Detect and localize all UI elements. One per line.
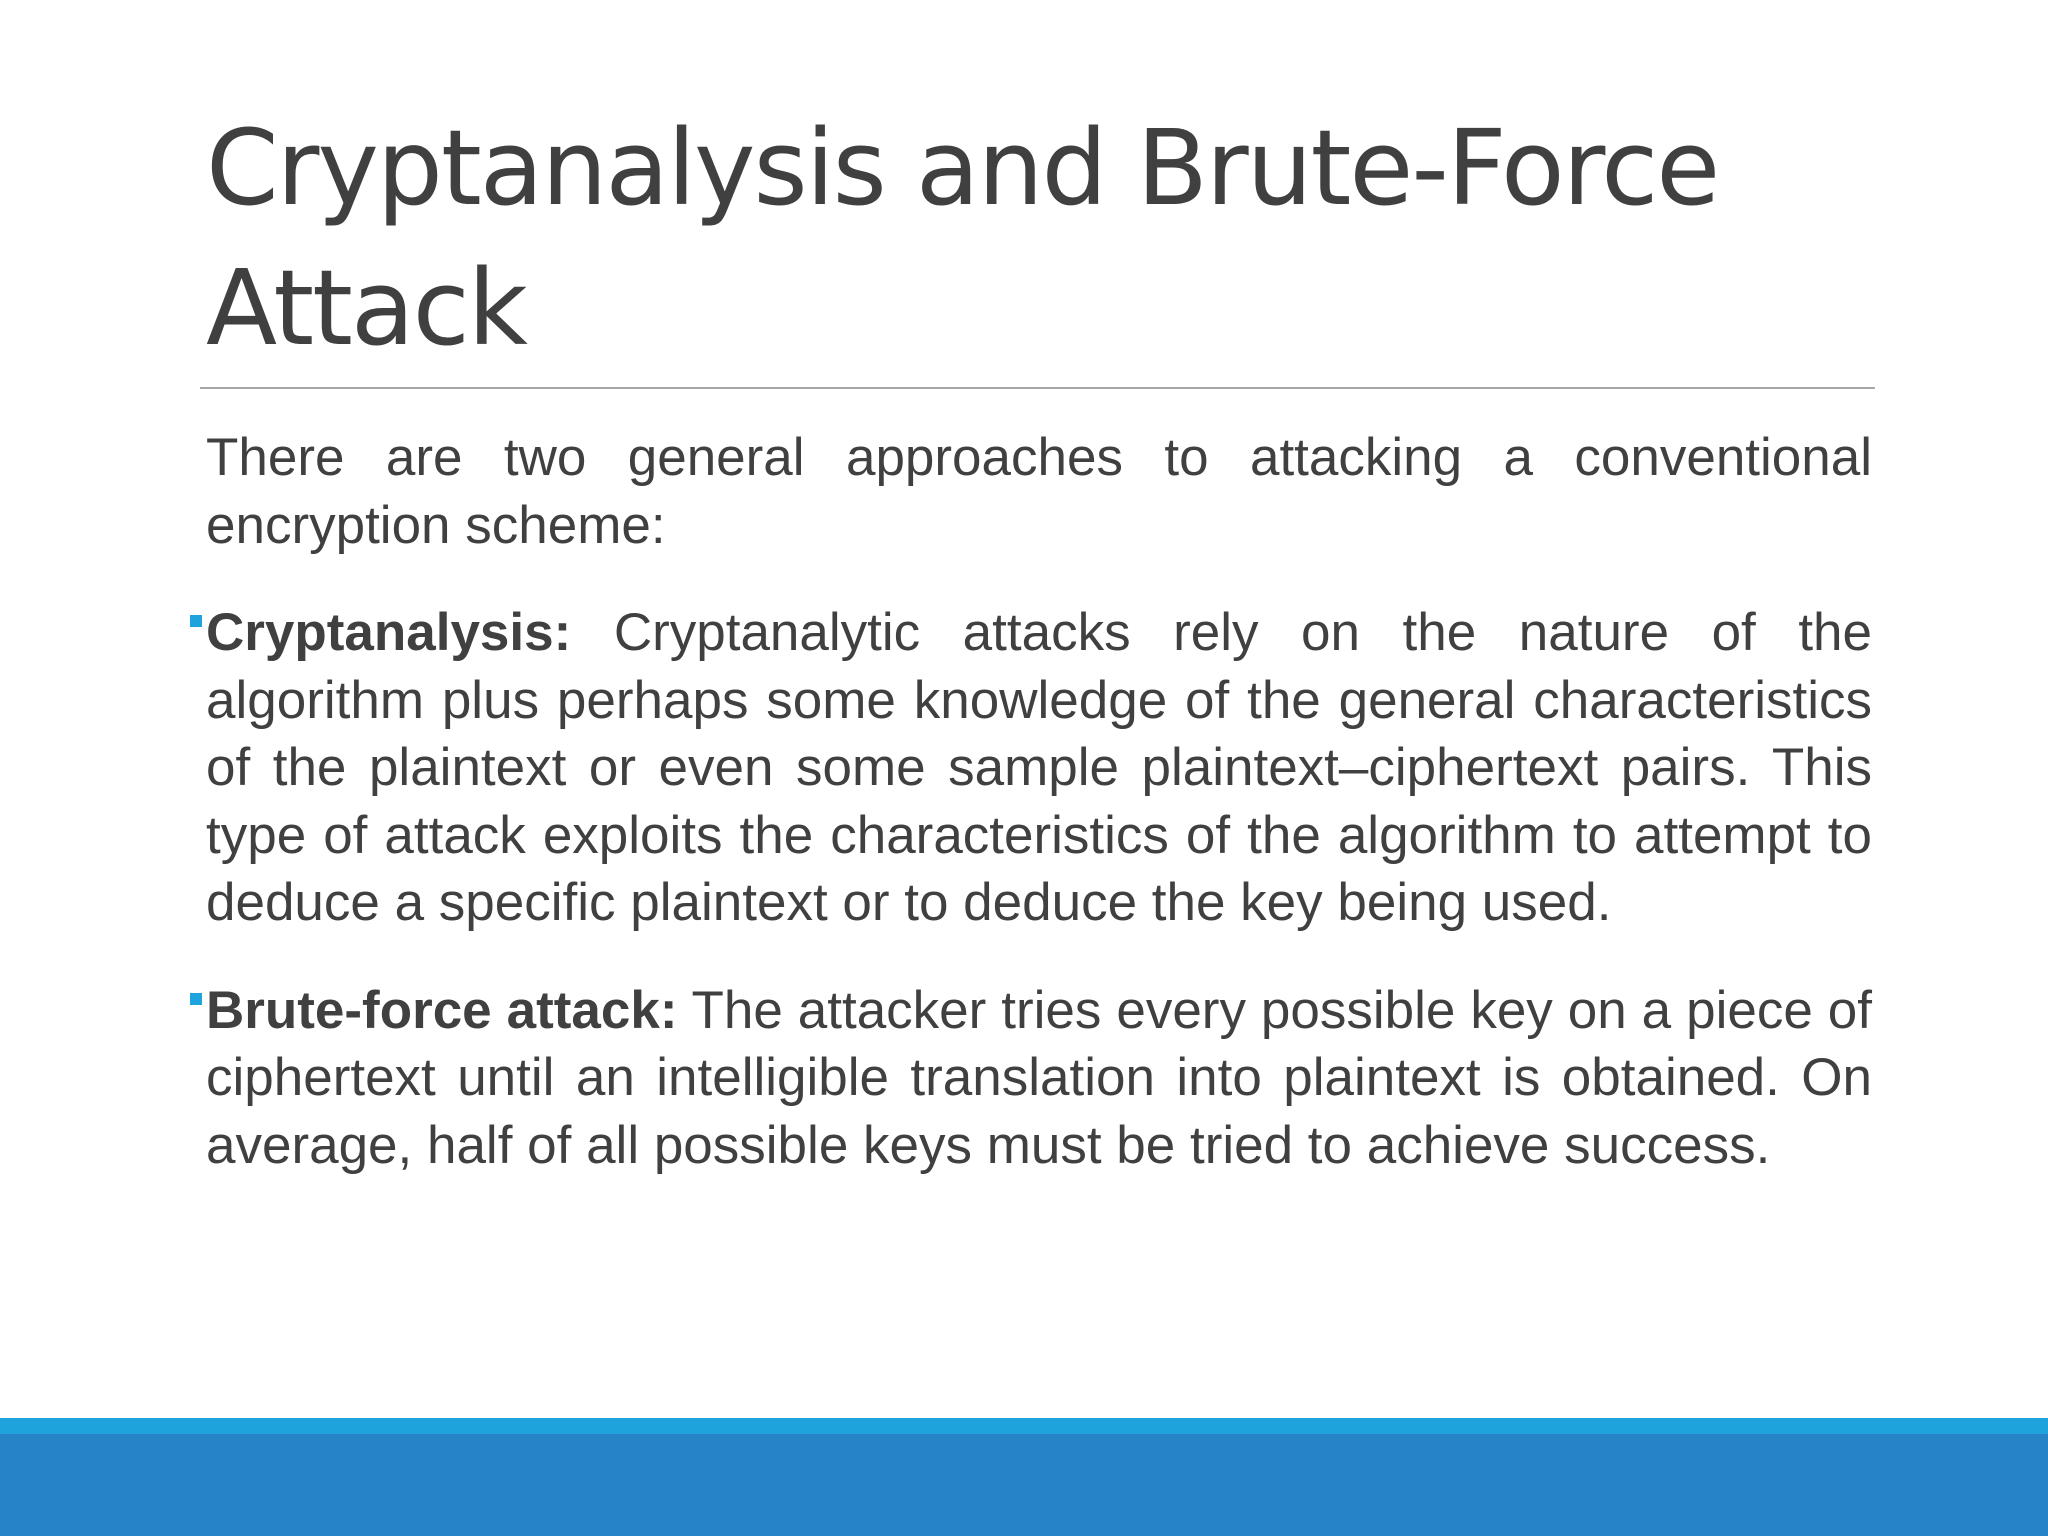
footer-band: [0, 1418, 2048, 1536]
bullet-text: Cryptanalytic attacks rely on the nature of the algorithm plus perhaps some knowledge of the general characteristics of the plaintext or even some sample plaintext–ciphertext pairs. This type of attack exploits the characteristics of the algorithm to attempt to deduce a specific plaintext or to deduce the key being used.: [206, 603, 1872, 932]
bullet-term: Brute-force attack:: [206, 980, 678, 1040]
slide-title: Cryptanalysis and Brute-Force Attack: [206, 107, 1719, 369]
square-bullet-icon: [190, 993, 202, 1005]
bullet-item-brute-force: [206, 977, 1872, 1180]
bullet-term: Cryptanalysis:: [206, 603, 572, 662]
footer-accent-stripe: [0, 1418, 2048, 1434]
intro-paragraph: There are two general approaches to attacking a conventional encryption scheme:: [206, 428, 1872, 555]
square-bullet-icon: [190, 615, 202, 627]
footer-bar: [0, 1434, 2048, 1536]
bullet-item-cryptanalysis: [206, 599, 1872, 937]
bullet-text: The attacker tries every possible key on a piece of ciphertext until an intelligible translation into plaintext is obtained. On average, half of all possible keys must be tried to achieve success.: [206, 980, 1872, 1175]
title-divider: [200, 387, 1875, 389]
slide-body: [206, 424, 1872, 1219]
